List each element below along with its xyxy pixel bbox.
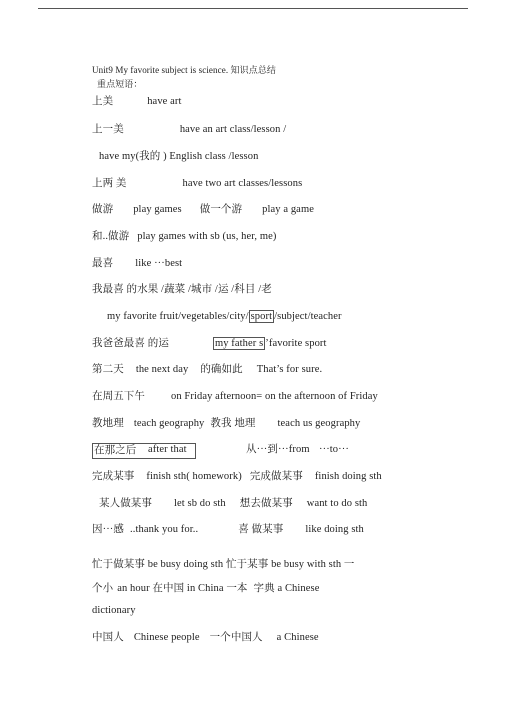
boxed-word: sport	[250, 311, 273, 322]
boxed-word: my father s	[214, 338, 264, 349]
boxed-word: 在那之后	[92, 443, 196, 459]
phrase-line: 中国人 Chinese people 一个中国人 a Chinese	[92, 632, 319, 643]
phrase-line: 个小 an hour 在中国 in China 一本 字典 a Chinese	[92, 583, 320, 594]
phrase-item: after that	[148, 444, 187, 455]
phrase-line: 在周五下午 on Friday afternoon= on the afternoon of Friday	[92, 391, 378, 402]
section-subtitle: 重点短语：	[97, 79, 143, 89]
phrase-line: 上两 美 have two art classes/lessons	[92, 178, 303, 189]
phrase-line: 忙于做某事 be busy doing sth 忙于某事 be busy with sth 一	[92, 559, 355, 570]
phrase-line: dictionary	[92, 605, 136, 616]
phrase-line: have my(我的 ) English class /lesson	[99, 151, 259, 162]
phrase-line: 我最喜 的水果 /蔬菜 /城市 /运 /科目 /老	[92, 284, 272, 295]
phrase-line: 做游 play games 做一个游 play a game	[92, 204, 314, 215]
phrase-line: 和..做游 play games with sb (us, her, me)	[92, 231, 277, 242]
phrase-line: 某人做某事 let sb do sth 想去做某事 want to do sth	[99, 498, 368, 509]
phrase-item: ···to···	[319, 444, 349, 455]
phrase-line: 因···感 ..thank you for.. 喜 做某事 like doing sth	[92, 524, 364, 535]
phrase-line: 第二天 the next day 的确如此 That’s for sure.	[92, 364, 323, 375]
phrase-line: 最喜 like ···best	[92, 258, 183, 269]
document-title: Unit9 My favorite subject is science. 知识点总结	[92, 65, 277, 75]
phrase-line: my favorite fruit/vegetables/city/ sport /subject/teacher	[107, 311, 342, 322]
phrase-line: 教地理 teach geography 教我 地理 teach us geography	[92, 418, 361, 429]
phrase-item: 从···到···from	[246, 444, 310, 455]
top-rule	[38, 8, 468, 9]
phrase-line: 上一美 have an art class/lesson /	[92, 124, 287, 135]
phrase-line: 上美 have art	[92, 96, 182, 107]
phrase-line: 完成某事 finish sth( homework) 完成做某事 finish doing sth	[92, 471, 382, 482]
phrase-line: 我爸爸最喜 的运 my father s ’favorite sport	[92, 338, 327, 349]
